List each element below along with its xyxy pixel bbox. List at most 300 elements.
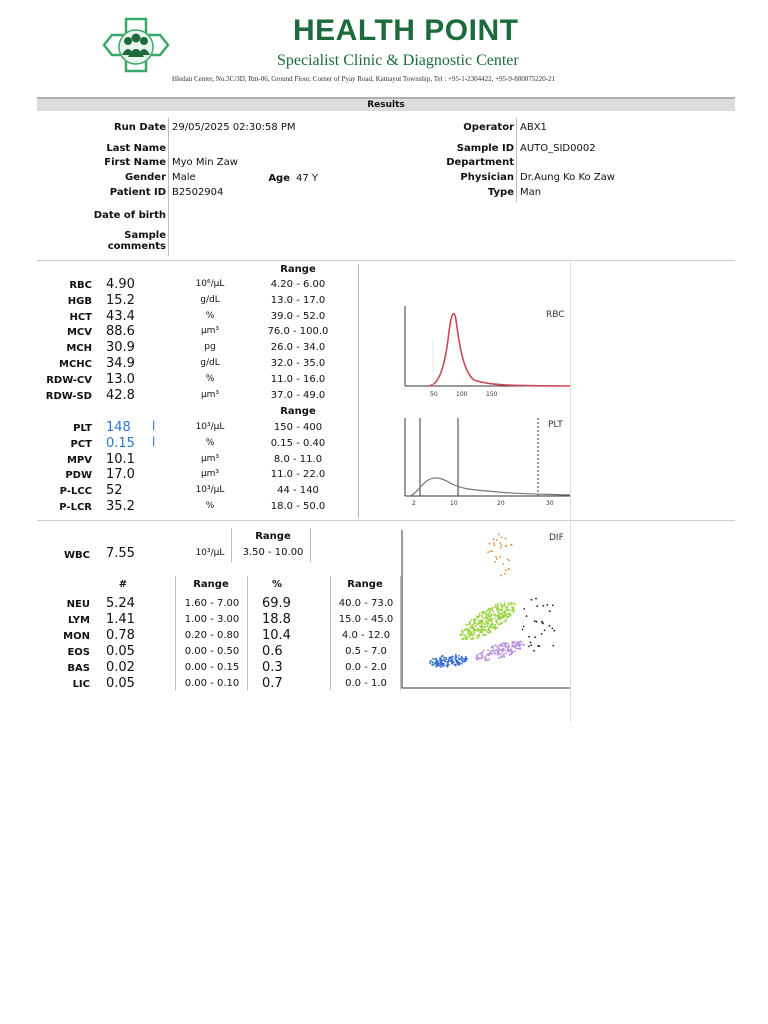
mon-point bbox=[487, 649, 489, 651]
mon-point bbox=[498, 644, 500, 646]
results-section-bar bbox=[37, 97, 735, 111]
mon-point bbox=[496, 646, 498, 648]
range-header: Range bbox=[280, 264, 316, 275]
diff-pct-value: 69.9 bbox=[262, 596, 291, 611]
neu-point bbox=[502, 606, 504, 608]
neu-point bbox=[496, 614, 498, 616]
diff-pct-range: 0.0 - 1.0 bbox=[345, 678, 387, 689]
mon-point bbox=[484, 655, 486, 657]
mon-point bbox=[491, 650, 493, 652]
mon-point bbox=[498, 647, 500, 649]
info-divider bbox=[168, 118, 169, 256]
param-range: 44 - 140 bbox=[277, 485, 319, 497]
mon-point bbox=[504, 650, 506, 652]
mon-point bbox=[489, 658, 491, 660]
neu-point bbox=[465, 624, 467, 626]
first-name-value: Myo Min Zaw bbox=[172, 157, 238, 168]
neu-point bbox=[502, 615, 504, 617]
neu-point bbox=[503, 611, 505, 613]
param-range: 8.0 - 11.0 bbox=[273, 453, 323, 465]
param-range: 76.0 - 100.0 bbox=[267, 326, 329, 338]
eos-point bbox=[489, 543, 491, 545]
neu-point bbox=[500, 603, 502, 605]
param-name: PCT bbox=[70, 438, 92, 450]
neu-point bbox=[495, 620, 497, 622]
param-range: 18.0 - 50.0 bbox=[270, 501, 326, 512]
neu-point bbox=[503, 620, 505, 622]
diff-abs-range: 1.00 - 3.00 bbox=[184, 614, 240, 625]
neu-point bbox=[478, 636, 480, 638]
neu-point bbox=[490, 619, 492, 621]
wbc-label: WBC bbox=[64, 550, 90, 561]
mon-point bbox=[485, 659, 487, 661]
lym-point bbox=[463, 658, 465, 660]
lym-point bbox=[439, 664, 441, 666]
mon-point bbox=[519, 643, 521, 645]
diff-abs-value: 0.02 bbox=[106, 660, 135, 675]
param-name: MCV bbox=[66, 327, 92, 339]
neu-point bbox=[468, 633, 470, 635]
mon-point bbox=[497, 654, 499, 656]
other-point bbox=[530, 642, 532, 644]
neu-point bbox=[500, 617, 502, 619]
neu-point bbox=[489, 632, 491, 634]
diff-pct-value: 0.3 bbox=[262, 660, 283, 675]
param-name: RBC bbox=[69, 280, 92, 291]
mon-point bbox=[519, 647, 521, 649]
eos-point bbox=[500, 575, 502, 577]
neu-point bbox=[493, 626, 495, 628]
other-point bbox=[530, 644, 532, 646]
neu-point bbox=[478, 630, 480, 632]
neu-point bbox=[479, 613, 481, 615]
wbc-unit: 10³/µL bbox=[195, 548, 225, 558]
lym-point bbox=[461, 663, 463, 665]
neu-point bbox=[505, 607, 507, 609]
neu-point bbox=[473, 632, 475, 634]
dif-chart-title: DIF bbox=[549, 533, 564, 543]
neu-point bbox=[514, 604, 516, 606]
neu-point bbox=[500, 613, 502, 615]
mon-point bbox=[498, 657, 500, 659]
lym-point bbox=[434, 663, 436, 665]
run-date-label: Run Date bbox=[113, 122, 166, 133]
dob-label: Date of birth bbox=[93, 210, 166, 221]
eos-point bbox=[487, 551, 489, 553]
lym-point bbox=[440, 661, 442, 663]
mon-point bbox=[511, 643, 513, 645]
neu-point bbox=[495, 606, 497, 608]
results-title: Results bbox=[367, 100, 405, 110]
wbc-divider bbox=[231, 528, 232, 562]
diff-name: BAS bbox=[67, 663, 90, 674]
neu-point bbox=[486, 631, 488, 633]
neu-point bbox=[477, 616, 479, 618]
neu-point bbox=[477, 628, 479, 630]
mon-point bbox=[505, 652, 507, 654]
param-name: HCT bbox=[69, 311, 92, 323]
other-point bbox=[541, 633, 543, 635]
diff-divider-3 bbox=[330, 576, 331, 690]
param-unit: g/dL bbox=[200, 294, 220, 305]
neu-point bbox=[466, 628, 468, 630]
other-point bbox=[544, 630, 546, 632]
neu-point bbox=[504, 602, 506, 604]
neu-point bbox=[496, 627, 498, 629]
eos-point bbox=[494, 561, 496, 563]
neu-point bbox=[480, 629, 482, 631]
mon-point bbox=[516, 644, 518, 646]
param-value: 10.1 bbox=[106, 451, 135, 467]
mon-point bbox=[519, 645, 521, 647]
mon-point bbox=[487, 659, 489, 661]
type-label: Type bbox=[487, 187, 514, 198]
neu-point bbox=[498, 613, 500, 615]
lym-point bbox=[440, 659, 442, 661]
eos-point bbox=[511, 544, 513, 546]
lym-point bbox=[432, 662, 434, 664]
neu-point bbox=[482, 616, 484, 618]
lym-point bbox=[447, 662, 449, 664]
diff-abs-range: 0.00 - 0.15 bbox=[184, 662, 240, 673]
mon-point bbox=[504, 643, 506, 645]
diff-name: NEU bbox=[66, 599, 90, 610]
other-point bbox=[536, 605, 538, 607]
neu-point bbox=[479, 631, 481, 633]
param-unit: 10³/µL bbox=[195, 422, 225, 432]
neu-point bbox=[473, 619, 475, 621]
clinic-subtitle: Specialist Clinic & Diagnostic Center bbox=[277, 52, 519, 69]
other-point bbox=[533, 650, 535, 652]
neu-point bbox=[508, 609, 510, 611]
mon-point bbox=[486, 654, 488, 656]
run-date-value: 29/05/2025 02:30:58 PM bbox=[172, 122, 296, 133]
mon-point bbox=[502, 651, 504, 653]
neu-point bbox=[487, 623, 489, 625]
diff-pct-range: 4.0 - 12.0 bbox=[341, 630, 391, 641]
neu-point bbox=[507, 606, 509, 608]
department-label: Department bbox=[446, 157, 514, 168]
mon-point bbox=[498, 650, 500, 652]
sample-id-label: Sample ID bbox=[456, 143, 514, 154]
eos-point bbox=[505, 570, 507, 572]
neu-point bbox=[473, 623, 475, 625]
lym-point bbox=[447, 666, 449, 668]
mon-point bbox=[503, 654, 505, 656]
diff-pct-value: 0.7 bbox=[262, 676, 283, 691]
neu-point bbox=[510, 604, 512, 606]
diff-abs-value: 1.41 bbox=[106, 612, 135, 627]
mon-point bbox=[507, 643, 509, 645]
param-unit: pg bbox=[204, 342, 216, 353]
param-name: PLT bbox=[73, 423, 92, 434]
other-point bbox=[552, 628, 554, 630]
param-value: 15.2 bbox=[106, 292, 135, 308]
mon-point bbox=[502, 646, 504, 648]
lym-point bbox=[445, 665, 447, 667]
type-value: Man bbox=[520, 187, 542, 198]
neu-point bbox=[487, 613, 489, 615]
diff-pct-value: 10.4 bbox=[262, 628, 291, 643]
mon-point bbox=[483, 650, 485, 652]
neu-point bbox=[482, 632, 484, 634]
diff-pct-range-header: Range bbox=[347, 579, 383, 590]
eos-point bbox=[498, 534, 500, 536]
other-point bbox=[531, 599, 533, 601]
other-point bbox=[536, 621, 538, 623]
sample-comments-label-line2: comments bbox=[107, 241, 166, 252]
neu-point bbox=[468, 630, 470, 632]
neu-point bbox=[470, 631, 472, 633]
operator-label: Operator bbox=[463, 122, 514, 133]
wbc-range-header: Range bbox=[255, 531, 291, 542]
param-unit: % bbox=[205, 437, 215, 448]
sample-comments-label-line1: Sample bbox=[124, 230, 166, 241]
param-value: 52 bbox=[106, 483, 123, 499]
other-point bbox=[522, 629, 524, 631]
diff-divider-1 bbox=[175, 576, 176, 690]
lym-point bbox=[452, 660, 454, 662]
param-name: P-LCC bbox=[59, 486, 92, 498]
mon-point bbox=[508, 645, 510, 647]
mon-point bbox=[521, 641, 523, 643]
diff-pct-header: % bbox=[271, 579, 283, 590]
diff-abs-range: 0.00 - 0.10 bbox=[184, 678, 240, 689]
eos-point bbox=[496, 539, 498, 541]
eos-point bbox=[499, 542, 501, 544]
rbc-chart-title: RBC bbox=[546, 310, 565, 320]
param-value: 43.4 bbox=[106, 308, 135, 324]
mon-point bbox=[511, 641, 513, 643]
last-name-label: Last Name bbox=[106, 143, 166, 154]
diff-abs-range: 1.60 - 7.00 bbox=[184, 598, 240, 609]
lym-point bbox=[435, 661, 437, 663]
lym-point bbox=[436, 659, 438, 661]
sample-comments-label bbox=[60, 230, 166, 252]
lym-point bbox=[436, 663, 438, 665]
rbc-tick: 150 bbox=[486, 391, 498, 398]
mon-point bbox=[501, 648, 503, 650]
neu-point bbox=[495, 604, 497, 606]
mon-point bbox=[481, 656, 483, 658]
param-unit: µm³ bbox=[200, 389, 220, 400]
neu-point bbox=[473, 630, 475, 632]
neu-point bbox=[463, 634, 465, 636]
neu-point bbox=[469, 627, 471, 629]
diff-abs-value: 0.78 bbox=[106, 628, 135, 643]
mon-point bbox=[493, 651, 495, 653]
neu-point bbox=[486, 621, 488, 623]
right-border bbox=[570, 262, 571, 722]
other-point bbox=[523, 608, 525, 610]
other-point bbox=[546, 604, 548, 606]
lym-point bbox=[442, 655, 444, 657]
diff-name: LYM bbox=[67, 615, 90, 626]
neu-point bbox=[489, 616, 491, 618]
neu-point bbox=[485, 612, 487, 614]
plt-tick: 20 bbox=[497, 500, 505, 507]
eos-point bbox=[502, 563, 504, 565]
patient-id-label: Patient ID bbox=[109, 187, 166, 198]
wbc-range: 3.50 - 10.00 bbox=[242, 547, 304, 558]
neu-point bbox=[507, 616, 509, 618]
param-unit: g/dL bbox=[200, 358, 220, 368]
param-value: 34.9 bbox=[106, 356, 135, 371]
neu-point bbox=[485, 634, 487, 636]
eos-point bbox=[508, 569, 510, 571]
eos-point bbox=[493, 538, 495, 540]
neu-point bbox=[513, 607, 515, 609]
param-unit: % bbox=[205, 373, 215, 384]
diff-abs-value: 0.05 bbox=[106, 676, 135, 691]
param-value: 13.0 bbox=[106, 371, 135, 387]
param-range: 11.0 - 16.0 bbox=[270, 373, 326, 385]
eos-point bbox=[505, 538, 507, 540]
other-point bbox=[526, 615, 528, 617]
lym-point bbox=[451, 658, 453, 660]
plt-chart-title: PLT bbox=[548, 420, 563, 430]
neu-point bbox=[496, 608, 498, 610]
neu-point bbox=[488, 628, 490, 630]
param-name: HGB bbox=[67, 295, 92, 307]
mon-point bbox=[493, 645, 495, 647]
mon-point bbox=[510, 653, 512, 655]
mon-point bbox=[518, 642, 520, 644]
param-unit: µm³ bbox=[200, 469, 220, 480]
eos-point bbox=[490, 550, 492, 552]
lym-point bbox=[444, 657, 446, 659]
neu-point bbox=[480, 627, 482, 629]
param-name: MPV bbox=[66, 454, 92, 466]
neu-point bbox=[471, 619, 473, 621]
other-point bbox=[523, 626, 525, 628]
param-range: 39.0 - 52.0 bbox=[270, 310, 326, 322]
mon-point bbox=[489, 652, 491, 654]
neu-point bbox=[505, 620, 507, 622]
lym-point bbox=[453, 662, 455, 664]
neu-point bbox=[489, 611, 491, 613]
plt-range-header: Range bbox=[280, 406, 316, 417]
mon-point bbox=[505, 646, 507, 648]
neu-point bbox=[513, 602, 515, 604]
mon-point bbox=[495, 653, 497, 655]
eos-point bbox=[493, 542, 495, 544]
param-value: 30.9 bbox=[106, 340, 135, 356]
lym-point bbox=[441, 664, 443, 666]
param-value: 0.15 bbox=[106, 435, 135, 451]
neu-point bbox=[460, 635, 462, 637]
mon-point bbox=[516, 641, 518, 643]
other-point bbox=[528, 646, 530, 648]
mon-point bbox=[507, 647, 509, 649]
neu-point bbox=[484, 629, 486, 631]
info-divider-right bbox=[516, 118, 517, 202]
neu-point bbox=[482, 619, 484, 621]
param-name: PDW bbox=[65, 470, 92, 482]
lym-point bbox=[466, 658, 468, 660]
lym-point bbox=[455, 655, 457, 657]
mon-point bbox=[509, 650, 511, 652]
lym-point bbox=[459, 663, 461, 665]
mon-point bbox=[515, 643, 517, 645]
neu-point bbox=[478, 622, 480, 624]
lym-point bbox=[458, 655, 460, 657]
mon-point bbox=[482, 651, 484, 653]
neu-point bbox=[464, 637, 466, 639]
other-point bbox=[534, 620, 536, 622]
param-range: 26.0 - 34.0 bbox=[270, 342, 326, 354]
eos-point bbox=[501, 544, 503, 546]
neu-point bbox=[482, 635, 484, 637]
gender-label: Gender bbox=[125, 172, 166, 183]
lym-point bbox=[455, 659, 457, 661]
eos-point bbox=[492, 551, 494, 553]
clinic-address: Hledan Center, No.3C/3D, Rm-06, Ground Floor, Corner of Pyay Road, Kamayut Township, Tel : +95-1-2304422, +95-9-880875220-21 bbox=[172, 75, 556, 83]
neu-point bbox=[464, 629, 466, 631]
neu-point bbox=[491, 618, 493, 620]
neu-point bbox=[501, 608, 503, 610]
lym-point bbox=[461, 658, 463, 660]
clinic-name: HEALTH POINT bbox=[293, 14, 519, 47]
neu-point bbox=[472, 626, 474, 628]
section-divider-2 bbox=[37, 520, 735, 521]
diff-abs-range: 0.00 - 0.50 bbox=[184, 646, 240, 657]
diff-pct-range: 0.5 - 7.0 bbox=[345, 646, 387, 657]
diff-abs-header: # bbox=[118, 579, 128, 590]
mon-point bbox=[491, 646, 493, 648]
lym-point bbox=[457, 663, 459, 665]
flag-indicator: l bbox=[152, 419, 156, 433]
neu-point bbox=[481, 622, 483, 624]
eos-point bbox=[496, 558, 498, 560]
param-range: 0.15 - 0.40 bbox=[270, 437, 326, 449]
eos-point bbox=[505, 545, 507, 547]
mon-point bbox=[513, 642, 515, 644]
neu-point bbox=[508, 604, 510, 606]
operator-value: ABX1 bbox=[520, 122, 547, 133]
physician-value: Dr.Aung Ko Ko Zaw bbox=[520, 172, 615, 183]
mon-point bbox=[500, 645, 502, 647]
neu-point bbox=[482, 626, 484, 628]
diff-pct-range: 40.0 - 73.0 bbox=[338, 598, 394, 609]
mon-point bbox=[514, 646, 516, 648]
neu-point bbox=[474, 621, 476, 623]
diff-divider-2 bbox=[247, 576, 248, 690]
param-unit: µm³ bbox=[200, 453, 220, 464]
mon-point bbox=[512, 645, 514, 647]
neu-point bbox=[499, 609, 501, 611]
param-range: 37.0 - 49.0 bbox=[270, 389, 326, 401]
diff-pct-range: 0.0 - 2.0 bbox=[345, 662, 387, 673]
param-name: MCH bbox=[66, 343, 92, 355]
param-value: 42.8 bbox=[106, 387, 135, 403]
lym-point bbox=[432, 658, 434, 660]
neu-point bbox=[461, 638, 463, 640]
neu-point bbox=[481, 612, 483, 614]
param-name: MCHC bbox=[59, 359, 92, 370]
mon-point bbox=[501, 656, 503, 658]
lym-point bbox=[461, 659, 463, 661]
neu-point bbox=[494, 625, 496, 627]
neu-point bbox=[485, 610, 487, 612]
param-value: 4.90 bbox=[106, 277, 135, 292]
wbc-divider-right bbox=[310, 528, 311, 562]
lym-point bbox=[440, 666, 442, 668]
neu-point bbox=[478, 620, 480, 622]
diff-abs-value: 0.05 bbox=[106, 644, 135, 659]
other-point bbox=[553, 630, 555, 632]
mon-point bbox=[508, 654, 510, 656]
